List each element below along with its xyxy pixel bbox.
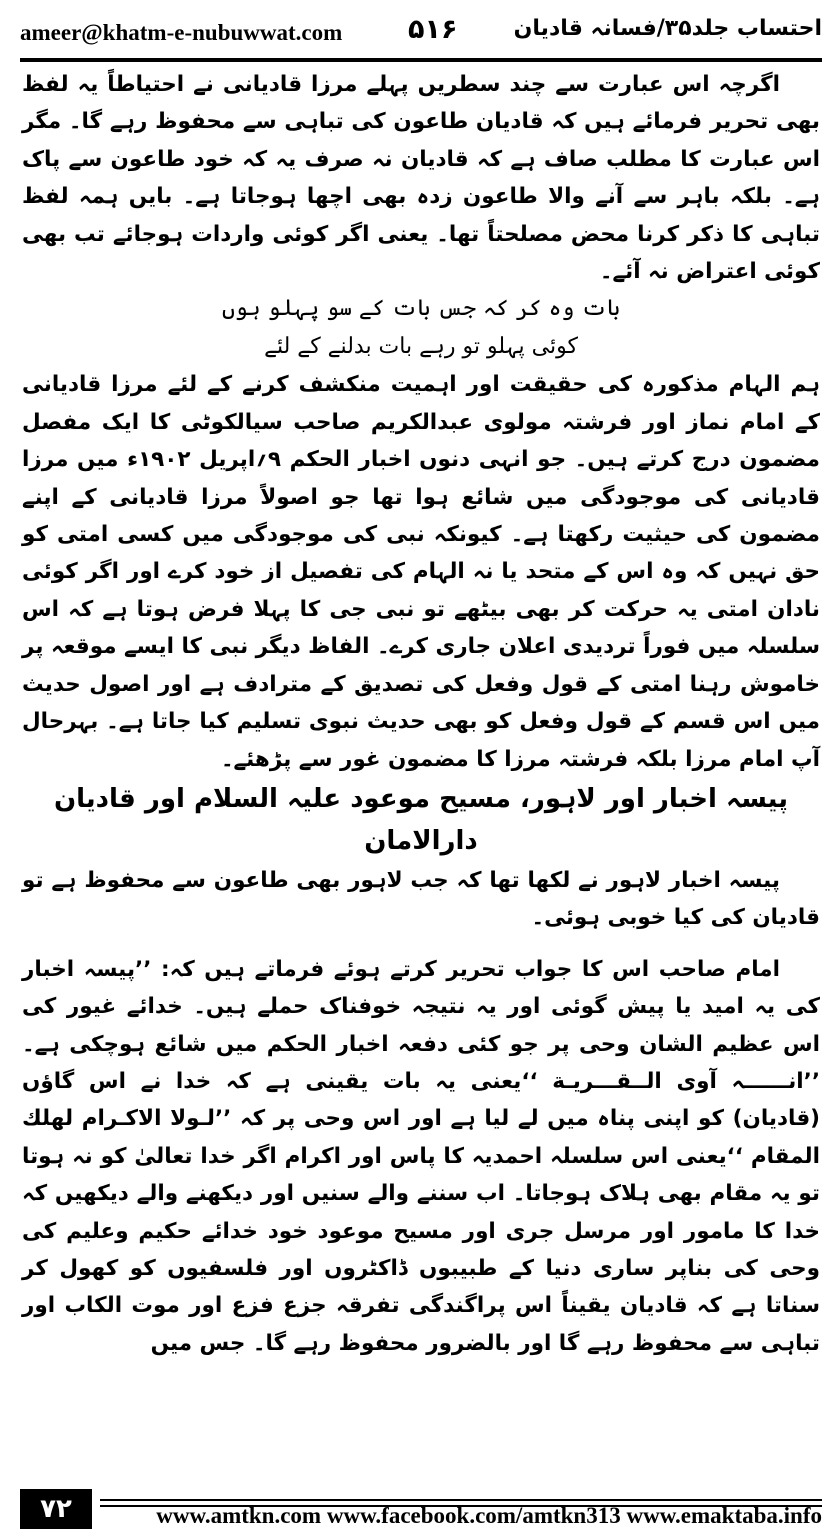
header-email: ameer@khatm-e-nubuwwat.com <box>20 20 343 45</box>
paragraph-1: اگرچہ اس عبارت سے چند سطریں پہلے مرزا قادیانی نے احتیاطاً یہ لفظ بھی تحریر فرمائے ہیں کہ قادیان طاعون کی تباہی سے محفوظ رہے گا۔ مگر اس عبارت کا مطلب صاف ہے کہ قادیان نہ صرف یہ کہ خود طاعون سے پاک ہے۔ بلکہ باہر سے آنے والا طاعون زدہ بھی اچھا ہوجاتا ہے۔ بایں ہمہ لفظ تباہی کا ذکر کرنا محض مصلحتاً تھا۔ یعنی اگر کوئی واردات ہوجائے تب بھی کوئی اعتراض نہ آئے۔ <box>22 72 820 285</box>
page-footer <box>20 1493 822 1533</box>
verse-line-2: کوئی پہلو تو رہے بات بدلنے کے لئے <box>264 334 578 360</box>
header-rule <box>20 58 822 62</box>
paragraph-3: پیسہ اخبار لاہور نے لکھا تھا کہ جب لاہور بھی طاعون سے محفوظ ہے تو قادیان کی کیا خوبی ہوئی۔ <box>22 867 820 931</box>
section-heading: پیسہ اخبار اور لاہور، مسیح موعود علیہ السلام اور قادیان دارالامان <box>53 783 789 856</box>
header-book-title: احتساب جلد۳۵/فسانہ قادیان <box>513 16 822 41</box>
footer-number: ۷۲ <box>20 1489 92 1529</box>
paragraph-2: ہم الہام مذکورہ کی حقیقت اور اہمیت منکشف کرنے کے لئے مرزا قادیانی کے امام نماز اور فرشتہ مولوی عبدالکریم صاحب سیالکوٹی کا ایک مفصل مضمون درج کرتے ہیں۔ جو انہی دنوں اخبار الحکم ۹؍اپریل ۱۹۰۲ء میں مرزا قادیانی کی موجودگی میں شائع ہوا تھا جو اصولاً مرزا قادیانی کے اپنے مضمون کی حیثیت رکھتا ہے۔ کیونکہ نبی کی موجودگی میں کسی امتی کو حق نہیں کہ وہ اس کے متحد یا نہ الہام کی تفصیل از خود کرے اور اگر کوئی نادان امتی یہ حرکت کر بھی بیٹھے تو نبی جی کا پہلا فرض ہوتا ہے کہ اس سلسلہ میں فوراً تردیدی اعلان جاری کرے۔ الفاظ دیگر نبی کا ایسے موقعہ پر خاموش رہنا امتی کے قول وفعل کی تصدیق کے مترادف ہے اور اصول حدیث میں اس قسم کے قول وفعل کو بھی حدیث نبوی تسلیم کیا جاتا ہے۔ بہرحال آپ امام مرزا بلکہ فرشتہ مرزا کا مضمون غور سے پڑھئے۔ <box>22 372 820 772</box>
paragraph-gap <box>22 937 820 951</box>
header-page-number: ۵۱۶ <box>408 14 458 45</box>
page-header <box>20 14 822 54</box>
paragraph-4: امام صاحب اس کا جواب تحریر کرتے ہوئے فرماتے ہیں کہ: ’’پیسہ اخبار کی یہ امید یا پیش گوئی اور یہ نتیجہ خوفناک حملے ہیں۔ خدائے غیور کی اس عظیم الشان وحی پر جو کئی دفعہ اخبار الحکم میں شائع ہوچکی ہے۔ ’’انــــــہ آوی الــقـــریـة ‘‘یعنی یہ بات یقینی ہے کہ خدا نے اس گاؤں (قادیان) کو اپنی پناہ میں لے لیا ہے اور اس وحی پر کہ ’’لـولا الاکـرام لهلك المقام ‘‘یعنی اس سلسلہ احمدیہ کا پاس اور اکرام اگر خدا تعالیٰ کو نہ ہوتا تو یہ مقام بھی ہلاک ہوجاتا۔ اب سننے والے سنیں اور دیکھنے والے دیکھیں کہ خدا کا مامور اور مرسل جری اور مسیح موعود خود خدائے حکیم وعلیم کی وحی کی بناپر ساری دنیا کے طبیبوں ڈاکٹروں اور فلسفیوں کو کھول کر سناتا ہے کہ قادیان یقیناً اس پراگندگی تفرقہ جزع فزع اور موت الکاب اور تباہی سے محفوظ رہے گا اور بالضرور محفوظ رہے گا۔ جس میں <box>22 956 820 1356</box>
footer-urls: www.amtkn.com www.facebook.com/amtkn313 www.emaktaba.info <box>156 1503 822 1528</box>
verse-line-1: بات وہ کر کہ جس بات کے سو پہلو ہوں <box>221 296 621 322</box>
page-body <box>22 66 820 1362</box>
